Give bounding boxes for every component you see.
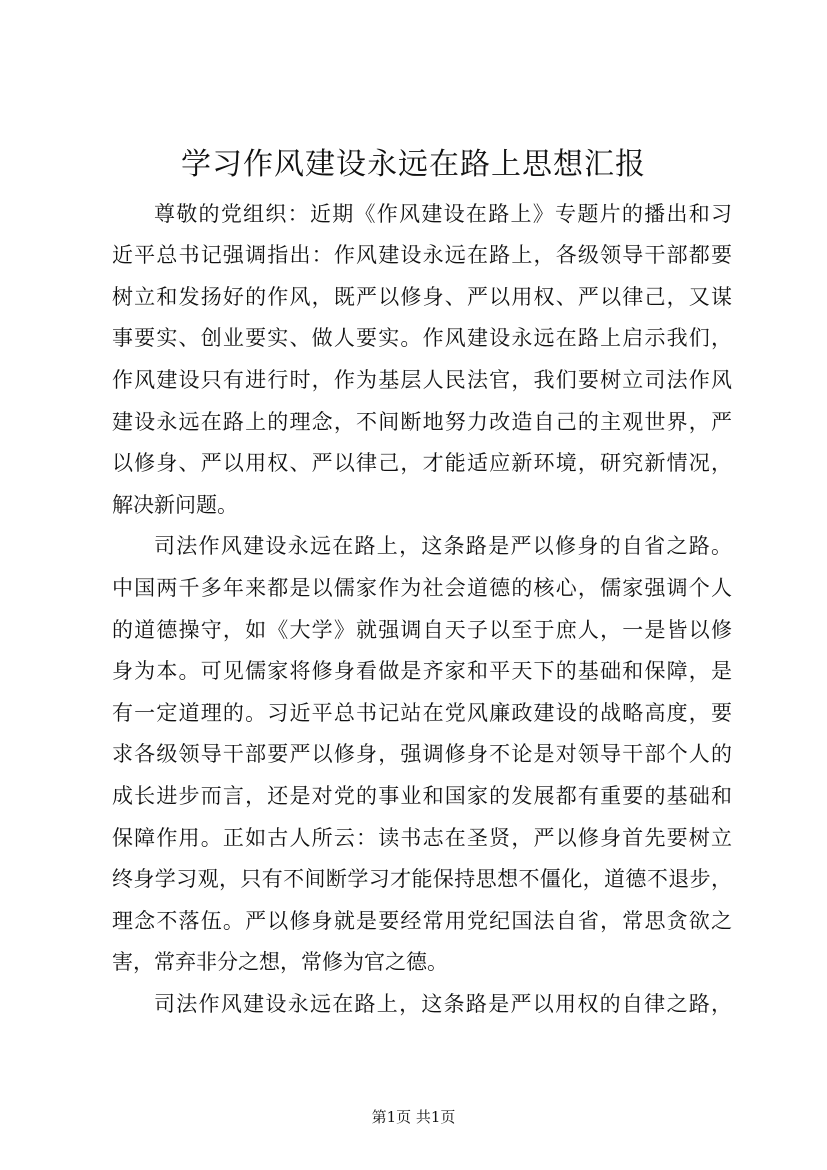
paragraph-line: 司法作风建设永远在路上，这条路是严以用权的自律之路，: [154, 992, 732, 1016]
paragraph-line: 理念不落伍。严以修身就是要经常用党纪国法自省，常思贪欲之: [112, 909, 732, 933]
paragraph-line: 以修身、严以用权、严以律己，才能适应新环境，研究新情况，: [112, 451, 732, 475]
page-footer: 第1页 共1页: [371, 1108, 456, 1126]
paragraph-line: 解决新问题。: [112, 493, 238, 517]
paragraph-line: 建设永远在路上的理念，不间断地努力改造自己的主观世界，严: [112, 410, 732, 434]
paragraph-line: 作风建设只有进行时，作为基层人民法官，我们要树立司法作风: [112, 368, 732, 392]
paragraph-line: 身为本。可见儒家将修身看做是齐家和平天下的基础和保障，是: [112, 659, 732, 683]
paragraph-line: 的道德操守，如《大学》就强调自天子以至于庶人，一是皆以修: [112, 618, 732, 642]
paragraph-line: 中国两千多年来都是以儒家作为社会道德的核心，儒家强调个人: [112, 576, 732, 600]
paragraph-line: 求各级领导干部要严以修身，强调修身不论是对领导干部个人的: [112, 742, 732, 766]
paragraph-line: 树立和发扬好的作风，既严以修身、严以用权、严以律己，又谋: [112, 285, 732, 309]
paragraph-line: 终身学习观，只有不间断学习才能保持思想不僵化，道德不退步，: [112, 867, 732, 891]
paragraph-line: 保障作用。正如古人所云：读书志在圣贤，严以修身首先要树立: [112, 826, 732, 850]
paragraph-line: 害，常弃非分之想，常修为官之德。: [112, 950, 448, 974]
paragraph-line: 司法作风建设永远在路上，这条路是严以修身的自省之路。: [154, 534, 732, 558]
paragraph-line: 有一定道理的。习近平总书记站在党风廉政建设的战略高度，要: [112, 701, 732, 725]
paragraph-line: 尊敬的党组织：近期《作风建设在路上》专题片的播出和习: [154, 202, 732, 226]
paragraph-line: 近平总书记强调指出：作风建设永远在路上，各级领导干部都要: [112, 243, 732, 267]
paragraph-line: 成长进步而言，还是对党的事业和国家的发展都有重要的基础和: [112, 784, 732, 808]
document-title: 学习作风建设永远在路上思想汇报: [181, 147, 646, 182]
paragraph-line: 事要实、创业要实、做人要实。作风建设永远在路上启示我们，: [112, 326, 732, 350]
